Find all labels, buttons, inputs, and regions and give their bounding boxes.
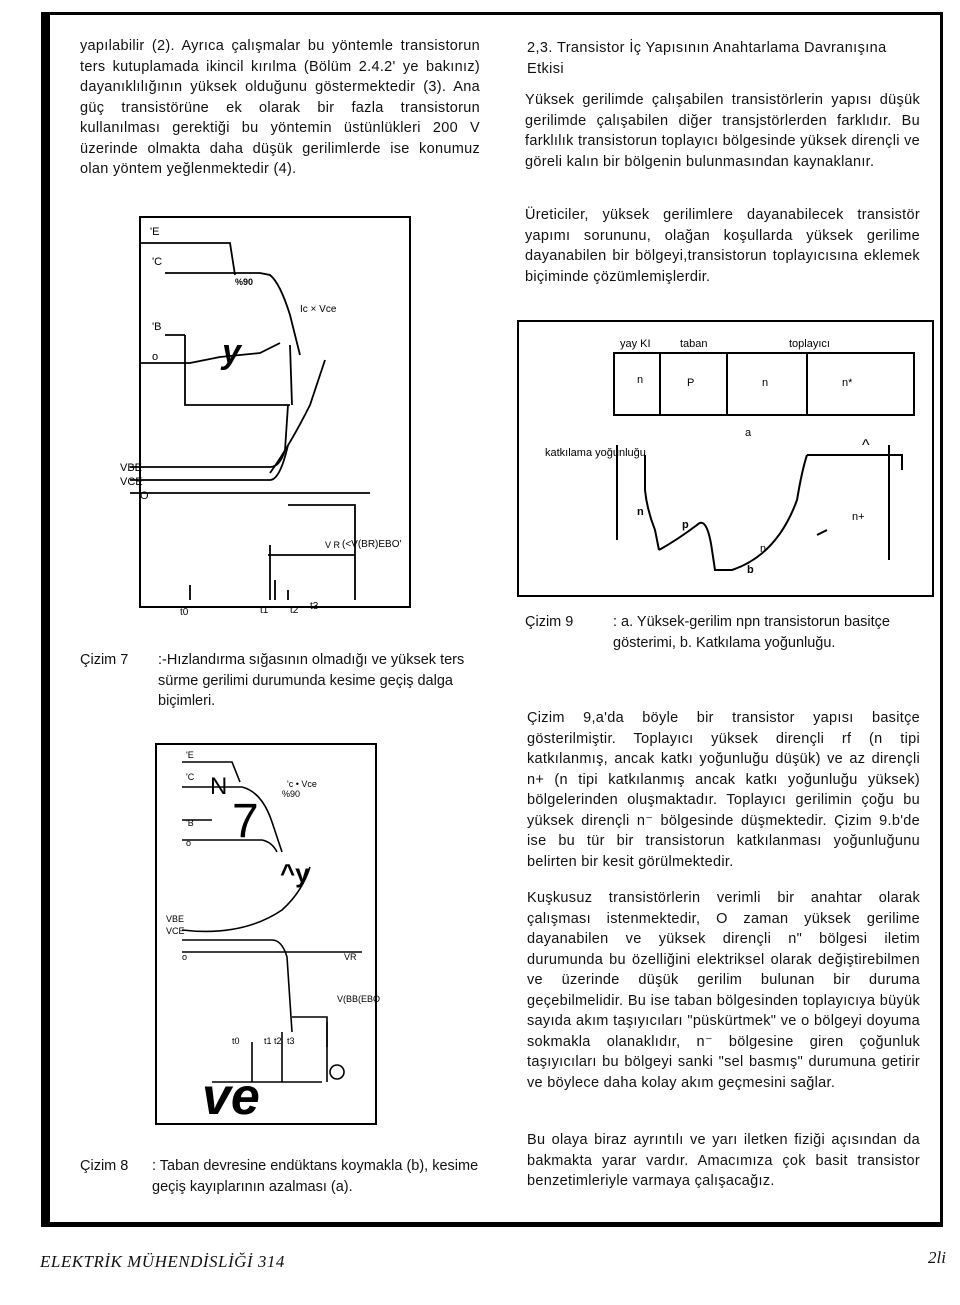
fig8-label-vbe: VBE (166, 914, 185, 924)
fig7-label-pct90: %90 (235, 277, 254, 287)
figure-8-caption-text: : Taban devresine endüktans koymakla (b), kesime geçiş kayıplarının azalması (a). (152, 1158, 479, 1195)
fig7-label-o2: O (140, 490, 149, 502)
fig9-label-emitter: yay KI (620, 338, 651, 350)
fig7-label-vr: V R (325, 540, 341, 550)
fig7-label-ib: 'B (152, 321, 162, 333)
right-paragraph-5: Bu olaya biraz ayrıntılı ve yarı iletken fiziği açısından da bakmakta yarar vardır. Amacımıza çok basit transistor benzetimleriyle varmaya çalışacağız. (527, 1132, 920, 1189)
right-paragraph-1: Yüksek gerilimde çalışabilen transistörlerin yapısı düşük gerilimde çalışabilen diğer transjstörlerden farklıdır. Bu farklılık transistorun toplayıcı bölgesinde yüksek dirençli ve göreli kalın bir bölgenin bulunmasından kaynaklanır. (525, 92, 920, 170)
fig9-label-n-minus: n (762, 377, 769, 389)
fig8-label-t3: t3 (287, 1036, 295, 1046)
fig7-label-o1: o (152, 351, 159, 363)
fig7-label-vce: VCE (120, 476, 143, 488)
fig9-label-a: a (745, 427, 752, 439)
fig8-label-o2: o (182, 952, 188, 962)
fig9-label-n-b: n (637, 506, 644, 518)
section-title: Transistor İç Yapısının Anahtarlama Davranışına Etkisi (527, 40, 887, 77)
figure-7-waveforms (110, 205, 440, 625)
section-number: 2,3. (527, 40, 553, 56)
fig7-label-vbe: VBE (120, 462, 143, 474)
fig8-label-n: N (210, 773, 228, 800)
fig7-label-vr-cond: (<V(BR)EBO' (342, 539, 402, 550)
figure-7-caption (80, 650, 490, 720)
right-paragraph-4: Kuşkusuz transistörlerin verimli bir anahtar olarak çalışması istenmektedir, O zaman yüksek gerilime dayanabilen ve yüksek dirençli n" bölgesi iletim durumunda bu özelliğini elektriksel olarak değiştirebilmen ve üzerinde düşük gerilim bulunan bir duruma geçebilmelidir. Bu ise taban bölgesinden toplayıcıya büyük sayıda akım taşıyıcıları "püskürtmek" ve o bölgeyi doyuma sokmakla olanaklıdır, n⁻ bölgesine giren çoğunluk taşıyıcıları bu bölgeyi sanki "sel basmış" durumuna getirir ve böylece daha kolay akım geçmesini sağlar. (527, 890, 920, 1091)
fig8-label-o1: o (186, 838, 192, 848)
right-paragraph-3: Çizim 9,a'da böyle bir transistor yapısı basitçe gösterilmiştir. Toplayıcı yüksek dirençli rf (n tipi katkılanmış, ancak katkı yoğunluğu düşük) ve az dirençli n+ (n tipi katkılanmış ancak katkı yoğunluğu yüksek) bölgelerinden oluşmaktadır. Toplayıcı gerilimin çoğu bu yüksek dirençli n⁻ bölgesinde düşmektedir. Çizim 9.b'de ise bu tür bir transistorun katkılanması yoğunluğunu belirten bir kesit görülmektedir. (527, 710, 920, 870)
footer-page-number: 2li (928, 1248, 946, 1267)
figure-8-waveforms (152, 742, 382, 1127)
fig9-label-base: taban (680, 338, 708, 350)
fig9-label-collector: toplayıcı (789, 338, 830, 350)
fig8-label-vce: VCE (166, 926, 185, 936)
fig9-label-n-plus: n* (842, 377, 853, 389)
fig7-label-t2: t2 (290, 605, 299, 616)
fig7-label-icvce: Ic × Vce (300, 304, 337, 315)
fig9-label-caret: ^ (862, 437, 870, 454)
fig8-label-t12: t1 t2 (264, 1036, 282, 1046)
fig9-label-n-plus-b: n+ (852, 511, 865, 523)
fig7-label-t1: t1 (260, 605, 269, 616)
fig8-label-ie: 'E (186, 750, 194, 760)
fig8-label-vbr: V(BB(EBO (337, 994, 381, 1004)
figure-7-caption-label: Çizim 7 (80, 652, 129, 668)
section-heading (527, 38, 917, 79)
figure-9-caption-label: Çizim 9 (525, 614, 574, 630)
figure-9-diagram (517, 320, 937, 605)
fig8-label-y: ^y (280, 858, 310, 888)
fig7-label-t0: t0 (180, 607, 189, 618)
footer-journal: ELEKTRİK MÜHENDİSLİĞİ 314 (40, 1252, 285, 1271)
fig8-label-seven: 7 (232, 795, 259, 848)
fig8-label-t0: t0 (232, 1036, 240, 1046)
fig8-label-ve: ve (202, 1068, 260, 1126)
fig8-label-ic: 'C (186, 772, 195, 782)
page-border-bottom (41, 1222, 943, 1227)
fig9-label-p: P (687, 377, 695, 389)
fig9-label-doping: katkılama yoğunluğu (545, 447, 646, 459)
figure-8-caption-label: Çizim 8 (80, 1158, 129, 1174)
intro-paragraph: yapılabilir (2). Ayrıca çalışmalar bu yöntemle transistorun ters kutuplamada ikincil kırılma (Bölüm 2.4.2' ye bakınız) dayanıklılığının yüksek olduğunu göstermektedir (3). Ana güç transistörüne ek olarak bir fazla transistorun kullanılması gerektiği bu yöntemin üstünlükleri 200 V üzerinde olmakta daha düşük gerilimlerde ise konumuz olan yöntem yeğlenmektedir (4). (80, 38, 480, 177)
fig9-label-p-b: p (682, 519, 689, 531)
figure-9-caption-text: : a. Yüksek-gerilim npn transistorun basitçe gösterimi, b. Katkılama yoğunluğu. (613, 614, 890, 651)
figure-8-caption (80, 1156, 500, 1201)
fig7-label-t3: t3 (310, 601, 319, 612)
fig9-label-n: n (637, 374, 644, 386)
fig8-label-vr: VR (344, 952, 357, 962)
fig8-label-pct90: %90 (282, 789, 301, 799)
fig7-label-ie: 'E (150, 226, 160, 238)
figure-7-caption-text: :-Hızlandırma sığasının olmadığı ve yüksek ters sürme gerilimi durumunda kesime geçiş dalga biçimleri. (158, 652, 465, 709)
fig9-label-b: b (747, 564, 754, 576)
fig8-label-ib: 'B (186, 818, 194, 828)
figure-9-caption (525, 612, 925, 657)
right-paragraph-2: Üreticiler, yüksek gerilimlere dayanabilecek transistör yapımı sorununu, olağan koşullarda yüksek gerilime dayanabilen bir bölgeyi,transistorun toplayıcısına eklemek biçiminde çözümlemişlerdir. (525, 207, 920, 285)
fig7-label-ic: 'C (152, 256, 163, 268)
fig7-label-y: y (222, 333, 241, 371)
fig9-label-n-minus-b: n (760, 543, 767, 555)
fig8-label-icvce: 'c • Vce (287, 779, 317, 789)
